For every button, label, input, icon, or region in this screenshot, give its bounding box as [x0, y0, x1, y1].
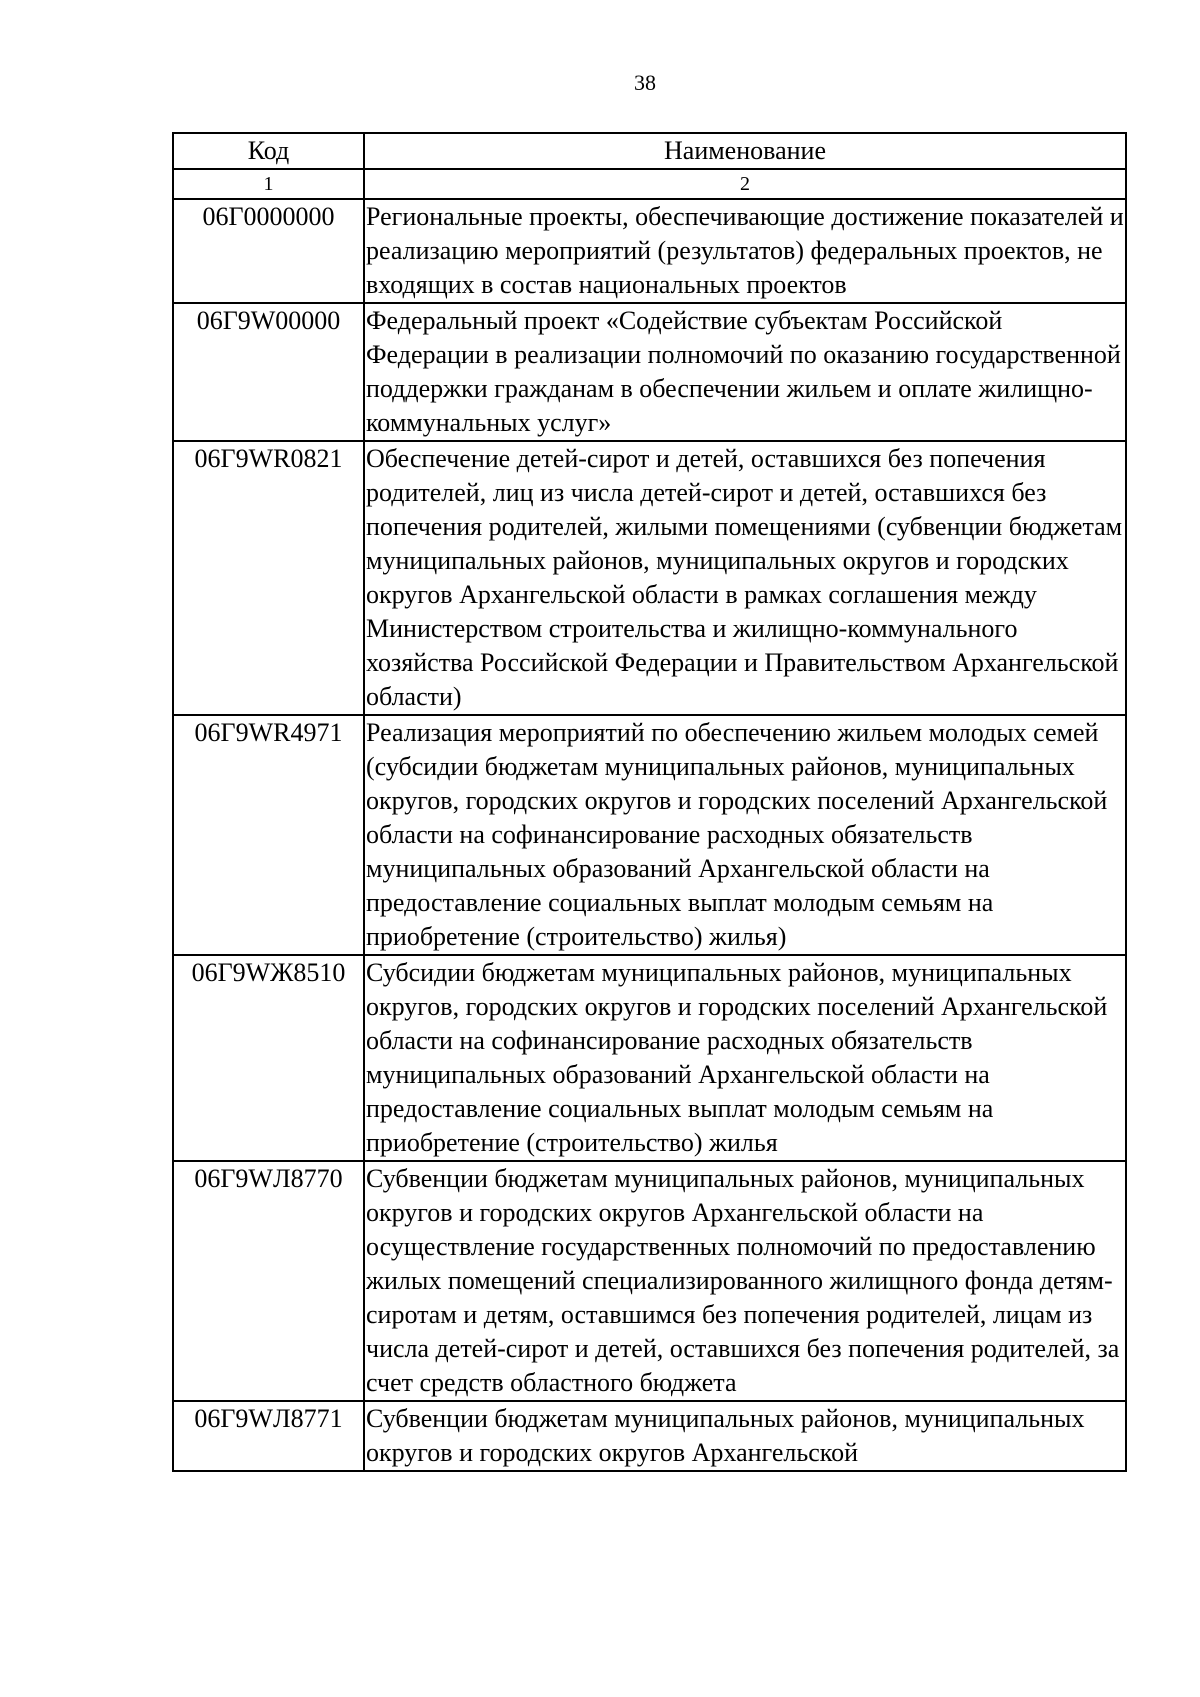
column-number-code: 1: [173, 169, 364, 199]
header-name: Наименование: [364, 133, 1126, 169]
row-name: Субвенции бюджетам муниципальных районов, муниципальных округов и городских округов Архангельской области на осуществление государственных полномочий по предоставлению жилых помещений специализированного жилищного фонда детям-сиротам и детям, оставшимся без попечения родителей, лицам из числа детей-сирот и детей, оставшихся без попечения родителей, за счет средств областного бюджета: [364, 1161, 1126, 1401]
row-code: 06Г0000000: [173, 199, 364, 303]
row-code: 06Г9WR0821: [173, 441, 364, 715]
row-code: 06Г9WЛ8770: [173, 1161, 364, 1401]
budget-classification-table: [172, 132, 1127, 1472]
row-name: Субвенции бюджетам муниципальных районов, муниципальных округов и городских округов Архангельской: [364, 1401, 1126, 1471]
table-row: [173, 441, 1126, 715]
row-name: Реализация мероприятий по обеспечению жильем молодых семей (субсидии бюджетам муниципальных районов, муниципальных округов, городских округов и городских поселений Архангельской области на софинансирование расходных обязательств муниципальных образований Архангельской области на предоставление социальных выплат молодым семьям на приобретение (строительство) жилья): [364, 715, 1126, 955]
table-row: [173, 303, 1126, 441]
column-number-row: [173, 169, 1126, 199]
row-code: 06Г9WЛ8771: [173, 1401, 364, 1471]
column-number-name: 2: [364, 169, 1126, 199]
table-row: [173, 1161, 1126, 1401]
row-code: 06Г9WR4971: [173, 715, 364, 955]
table-header-row: [173, 133, 1126, 169]
table-row: [173, 199, 1126, 303]
header-code: Код: [173, 133, 364, 169]
row-name: Обеспечение детей-сирот и детей, оставшихся без попечения родителей, лиц из числа детей-сирот и детей, оставшихся без попечения родителей, жилыми помещениями (субвенции бюджетам муниципальных районов, муниципальных округов и городских округов Архангельской области в рамках соглашения между Министерством строительства и жилищно-коммунального хозяйства Российской Федерации и Правительством Архангельской области): [364, 441, 1126, 715]
row-name: Региональные проекты, обеспечивающие достижение показателей и реализацию мероприятий (результатов) федеральных проектов, не входящих в состав национальных проектов: [364, 199, 1126, 303]
row-name: Федеральный проект «Содействие субъектам Российской Федерации в реализации полномочий по оказанию государственной поддержки гражданам в обеспечении жильем и оплате жилищно-коммунальных услуг»: [364, 303, 1126, 441]
row-name: Субсидии бюджетам муниципальных районов, муниципальных округов, городских округов и городских поселений Архангельской области на софинансирование расходных обязательств муниципальных образований Архангельской области на предоставление социальных выплат молодым семьям на приобретение (строительство) жилья: [364, 955, 1126, 1161]
table-row: [173, 715, 1126, 955]
table-row: [173, 1401, 1126, 1471]
page-number: 38: [634, 70, 656, 95]
row-code: 06Г9WЖ8510: [173, 955, 364, 1161]
row-code: 06Г9W00000: [173, 303, 364, 441]
table-row: [173, 955, 1126, 1161]
